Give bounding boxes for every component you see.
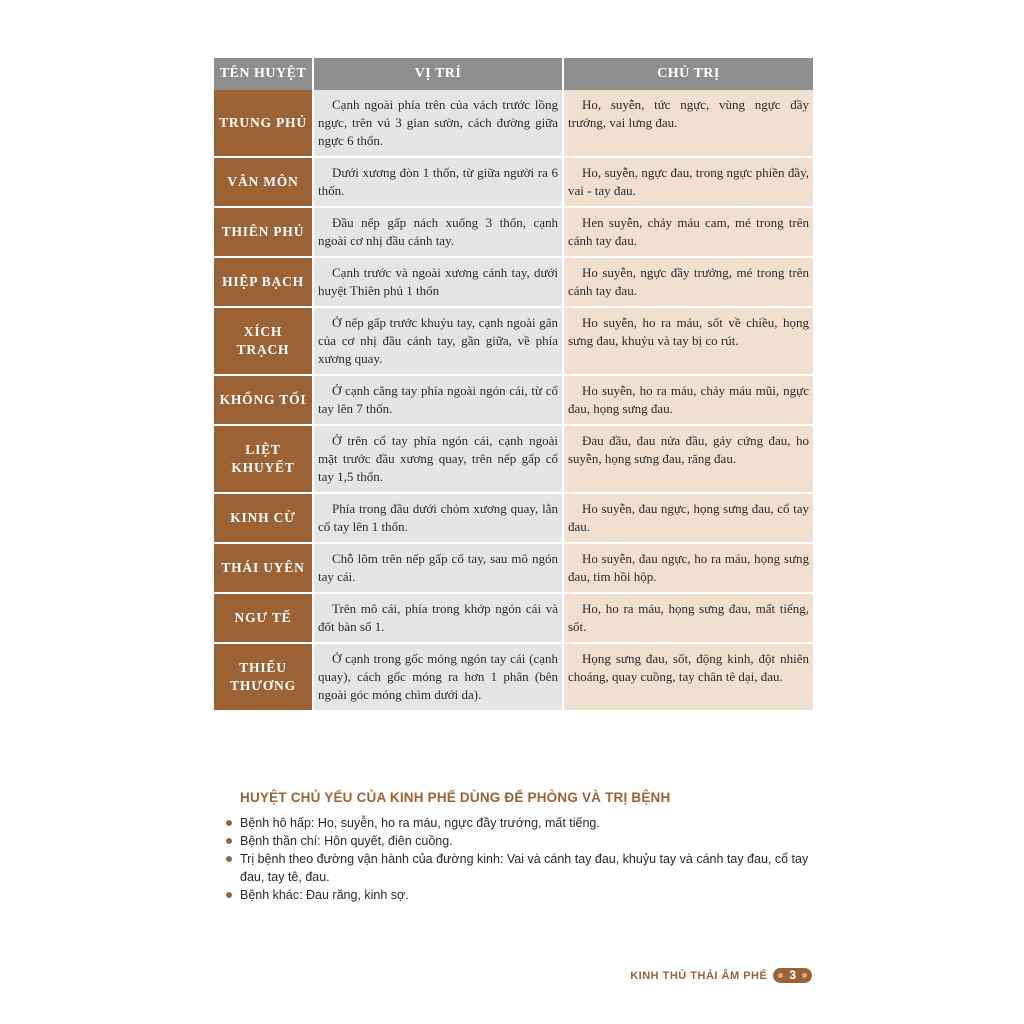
- location-text: Dưới xương đòn 1 thốn, từ giữa người ra 6 thốn.: [318, 165, 558, 198]
- acupoint-indication: [563, 375, 813, 425]
- indication-text: Ho suyễn, đau ngực, họng sưng đau, cổ tay đau.: [568, 501, 809, 534]
- acupoint-name: THÁI UYÊN: [214, 543, 313, 593]
- location-text: Cạnh trước và ngoài xương cánh tay, dưới huyệt Thiên phủ 1 thốn: [318, 265, 558, 298]
- page-number-badge: [773, 968, 812, 983]
- indication-text: Ho suyễn, ho ra máu, chảy máu mũi, ngực đau, họng sưng đau.: [568, 383, 809, 416]
- location-text: Ở nếp gấp trước khuỷu tay, cạnh ngoài gân của cơ nhị đầu cánh tay, gần giữa, về phía xương quay.: [318, 315, 558, 366]
- table-row: [214, 593, 813, 643]
- indication-text: Ho suyễn, đau ngực, ho ra máu, họng sưng đau, tim hồi hộp.: [568, 551, 809, 584]
- acupoint-table-container: [214, 58, 813, 712]
- indication-text: Ho, suyễn, tức ngực, vùng ngực đầy trướng, vai lưng đau.: [568, 97, 809, 130]
- indication-text: Ho, ho ra máu, họng sưng đau, mất tiếng, sốt.: [568, 601, 809, 634]
- table-row: [214, 425, 813, 493]
- table-row: [214, 207, 813, 257]
- bullet-icon: [226, 892, 232, 898]
- bullet-icon: [226, 838, 232, 844]
- acupoint-location: [313, 157, 563, 207]
- table-header-row: [214, 58, 813, 90]
- section-title: HUYỆT CHỦ YẾU CỦA KINH PHẾ DÙNG ĐỂ PHÒNG VÀ TRỊ BỆNH: [240, 790, 671, 805]
- location-text: Phía trong đầu dưới chỏm xương quay, lằn cổ tay lên 1 thốn.: [318, 501, 558, 534]
- acupoint-indication: [563, 307, 813, 375]
- table-row: [214, 157, 813, 207]
- acupoint-name: THIẾU THƯƠNG: [214, 643, 313, 711]
- acupoint-name: VÂN MÔN: [214, 157, 313, 207]
- location-text: Ở trên cổ tay phía ngón cái, cạnh ngoài mặt trước đầu xương quay, trên nếp gấp cổ tay 1,5 thốn.: [318, 433, 558, 484]
- bullet-icon: [226, 856, 232, 862]
- acupoint-indication: [563, 90, 813, 157]
- main-acupoints-section: [224, 790, 824, 904]
- table-row: [214, 90, 813, 157]
- acupoint-location: [313, 593, 563, 643]
- page-footer: [630, 968, 812, 983]
- acupoint-name: XÍCH TRẠCH: [214, 307, 313, 375]
- table-row: [214, 375, 813, 425]
- indication-text: Ho, suyễn, ngực đau, trong ngực phiền đầy, vai - tay đau.: [568, 165, 809, 198]
- table-row: [214, 493, 813, 543]
- indication-text: Hen suyễn, chảy máu cam, mé trong trên cánh tay đau.: [568, 215, 809, 248]
- page-number: 3: [789, 968, 796, 982]
- location-text: Ở cạnh trong gốc móng ngón tay cái (cạnh quay), cách gốc móng ra hơn 1 phân (bên ngoài góc móng chìm dưới da).: [318, 651, 558, 702]
- acupoint-indication: [563, 593, 813, 643]
- table-row: [214, 643, 813, 711]
- acupoint-indication: [563, 257, 813, 307]
- acupoint-table: [214, 58, 813, 712]
- acupoint-location: [313, 207, 563, 257]
- location-text: Ở cạnh cẳng tay phía ngoài ngón cái, từ cổ tay lên 7 thốn.: [318, 383, 558, 416]
- acupoint-name: LIỆT KHUYẾT: [214, 425, 313, 493]
- list-item: Bệnh khác: Đau răng, kinh sợ.: [224, 886, 824, 904]
- acupoint-location: [313, 493, 563, 543]
- acupoint-name: HIỆP BẠCH: [214, 257, 313, 307]
- acupoint-location: [313, 643, 563, 711]
- chapter-title: KINH THỦ THÁI ÂM PHẾ: [630, 969, 768, 982]
- list-item: Trị bệnh theo đường vận hành của đường kinh: Vai và cánh tay đau, khuỷu tay và cánh tay đau, cổ tay đau, tay tê, đau.: [224, 850, 824, 886]
- acupoint-location: [313, 375, 563, 425]
- acupoint-indication: [563, 543, 813, 593]
- indication-text: Họng sưng đau, sốt, động kinh, đột nhiên choáng, quay cuồng, tay chân tê dại, đau.: [568, 651, 809, 684]
- acupoint-location: [313, 543, 563, 593]
- acupoint-location: [313, 307, 563, 375]
- location-text: Trên mô cái, phía trong khớp ngón cái và đốt bàn số 1.: [318, 601, 558, 634]
- location-text: Chỗ lõm trên nếp gấp cổ tay, sau mô ngón tay cái.: [318, 551, 558, 584]
- location-text: Đầu nếp gấp nách xuống 3 thốn, cạnh ngoài cơ nhị đầu cánh tay.: [318, 215, 558, 248]
- location-text: Cạnh ngoài phía trên của vách trước lồng ngực, trên vú 3 gian sườn, cách đường giữa ngực 6 thốn.: [318, 97, 558, 148]
- dot-icon: [802, 973, 807, 978]
- list-item: Bệnh thần chí: Hôn quyết, điên cuồng.: [224, 832, 824, 850]
- acupoint-location: [313, 90, 563, 157]
- acupoint-indication: [563, 425, 813, 493]
- header-location: VỊ TRÍ: [313, 58, 563, 90]
- acupoint-location: [313, 425, 563, 493]
- acupoint-name: THIÊN PHỦ: [214, 207, 313, 257]
- indication-text: Đau đầu, đau nửa đầu, gáy cứng đau, ho suyễn, họng sưng đau, răng đau.: [568, 433, 809, 466]
- table-row: [214, 543, 813, 593]
- table-row: [214, 257, 813, 307]
- dot-icon: [778, 973, 783, 978]
- acupoint-indication: [563, 493, 813, 543]
- indication-text: Ho suyễn, ngực đầy trướng, mé trong trên cánh tay đau.: [568, 265, 809, 298]
- indication-text: Ho suyễn, ho ra máu, sốt về chiều, họng sưng đau, khuỷu và tay bị co rút.: [568, 315, 809, 348]
- bullet-icon: [226, 820, 232, 826]
- header-indication: CHỦ TRỊ: [563, 58, 813, 90]
- acupoint-indication: [563, 643, 813, 711]
- acupoint-name: TRUNG PHỦ: [214, 90, 313, 157]
- list-item: Bệnh hô hấp: Ho, suyễn, ho ra máu, ngực đầy trướng, mất tiếng.: [224, 814, 824, 832]
- acupoint-indication: [563, 157, 813, 207]
- disease-list: [224, 814, 824, 904]
- acupoint-name: NGƯ TẾ: [214, 593, 313, 643]
- acupoint-name: KHỔNG TỐI: [214, 375, 313, 425]
- acupoint-indication: [563, 207, 813, 257]
- table-row: [214, 307, 813, 375]
- header-name: TÊN HUYỆT: [214, 58, 313, 90]
- acupoint-name: KINH CỪ: [214, 493, 313, 543]
- acupoint-location: [313, 257, 563, 307]
